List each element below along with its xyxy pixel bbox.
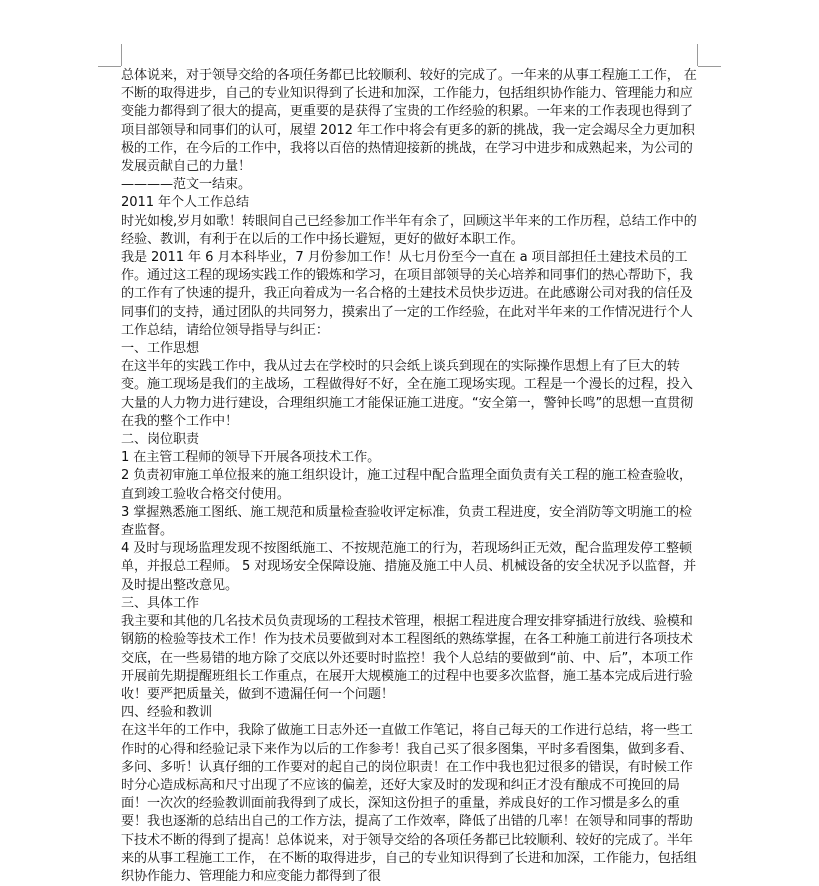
section-heading: 一、工作思想: [121, 341, 199, 357]
list-item: 3 掌握熟悉施工图纸、施工规范和质量检查验收评定标准，负责工程进度，安全消防等文明施工的检查监督。: [121, 504, 693, 539]
paragraph: 我是 2011 年 6 月本科毕业，7 月份参加工作！从七月份至今一直在 a 项目部担任土建技术员的工作。通过这工程的现场实践工作的锻炼和学习，在项目部领导的关心培养和同事们的热心帮助下，我的工作有了快速的提升，我正向着成为一名合格的土建技术员快步迈进。在此感谢公司对我的信任及同事们的支持，通过团队的共同努力，摸索出了一定的工作经验，在此对半年来的工作情况进行个人工作总结，请给位领导指导与纠正：: [121, 250, 693, 338]
paragraph: 时光如梭,岁月如歌！转眼间自己已经参加工作半年有余了，回顾这半年来的工作历程，总结工作中的经验、教训，有利于在以后的工作中扬长避短，更好的做好本职工作。: [121, 213, 697, 247]
paragraph: 在这半年的工作中，我除了做施工日志外还一直做工作笔记，将自己每天的工作进行总结，将一些工作时的心得和经验记录下来作为以后的工作参考！我自己买了很多图集，平时多看图集，做到多看、多问、多听！认真仔细的工作要对的起自己的岗位职责！在工作中我也犯过很多的错误，有时候工作时分心造成标高和尺寸出现了不应该的偏差，还好大家及时的发现和纠正才没有酿成不可挽回的局面！一次次的经验教训面前我得到了成长，深知这份担子的重量，养成良好的工作习惯是多么的重要！我也逐渐的总结出自己的工作方法，提高了工作效率，降低了出错的几率！在领导和同事的帮助下技术不断的得到了提高！总体说来，对于领导交给的各项任务都已比较顺利、较好的完成了。半年来的从事工程施工工作， 在不断的取得进步，自己的专业知识得到了长进和加深，工作能力，包括组织协作能力、管理能力和应变能力都得到了很: [121, 723, 697, 884]
section-heading: 二、岗位职责: [121, 432, 199, 448]
list-item: 1 在主管工程师的领导下开展各项技术工作。: [121, 450, 381, 466]
crop-mark-top-left-v: [121, 44, 122, 66]
paragraph: 总体说来，对于领导交给的各项任务都已比较顺利、较好的完成了。一年来的从事工程施工工作， 在不断的取得进步，自己的专业知识得到了长进和加深，工作能力，包括组织协作能力、管理能力和应变能力都得到了很大的提高，更重要的是获得了宝贵的工作经验的积累。一年来的工作表现也得到了项目部领导和同事们的认可，展望 2012 年工作中将会有更多的新的挑战，我一定会竭尽全力更加积极的工作，在今后的工作中，我将以百倍的热情迎接新的挑战，在学习中进步和成熟起来，为公司的发展贡献自己的力量！: [121, 68, 697, 175]
list-item: 2 负责初审施工单位报来的施工组织设计，施工过程中配合监理全面负责有关工程的施工检查验收，直到竣工验收合格交付使用。: [121, 468, 693, 502]
section-heading: 三、具体工作: [121, 595, 199, 611]
paragraph: ————范文一结束。: [121, 177, 251, 193]
crop-mark-top-right-h: [698, 66, 721, 67]
crop-mark-top-right-v: [697, 44, 698, 66]
document-title: 2011 年个人工作总结: [121, 195, 249, 211]
section-heading: 四、经验和教训: [121, 705, 212, 721]
crop-mark-top-left-h: [98, 66, 121, 67]
paragraph: 在这半年的实践工作中，我从过去在学校时的只会纸上谈兵到现在的实际操作思想上有了巨大的转变。施工现场是我们的主战场，工程做得好不好，全在施工现场实现。工程是一个漫长的过程，投入大量的人力物力进行建设，合理组织施工才能保证施工进度。“安全第一，警钟长鸣”的思想一直贯彻在我的整个工作中！: [121, 359, 694, 429]
list-item: 4 及时与现场监理发现不按图纸施工、不按规范施工的行为，若现场纠正无效，配合监理发停工整顿单，并报总工程师。 5 对现场安全保障设施、措施及施工中人员、机械设备的安全状况予以监督，并及时提出整改意见。: [121, 541, 697, 593]
document-body: [121, 67, 701, 886]
paragraph: 我主要和其他的几名技术员负责现场的工程技术管理，根据工程进度合理安排穿插进行放线、验模和钢筋的检验等技术工作！作为技术员要做到对本工程图纸的熟练掌握，在各工种施工前进行各项技术交底，在一些易错的地方除了交底以外还要时时监控！我个人总结的要做到“前、中、后”，本项工作开展前先期提醒班组长工作重点，在展开大规模施工的过程中也要多次监督，施工基本完成后进行验收！要严把质量关，做到不遗漏任何一个问题！: [121, 614, 694, 702]
